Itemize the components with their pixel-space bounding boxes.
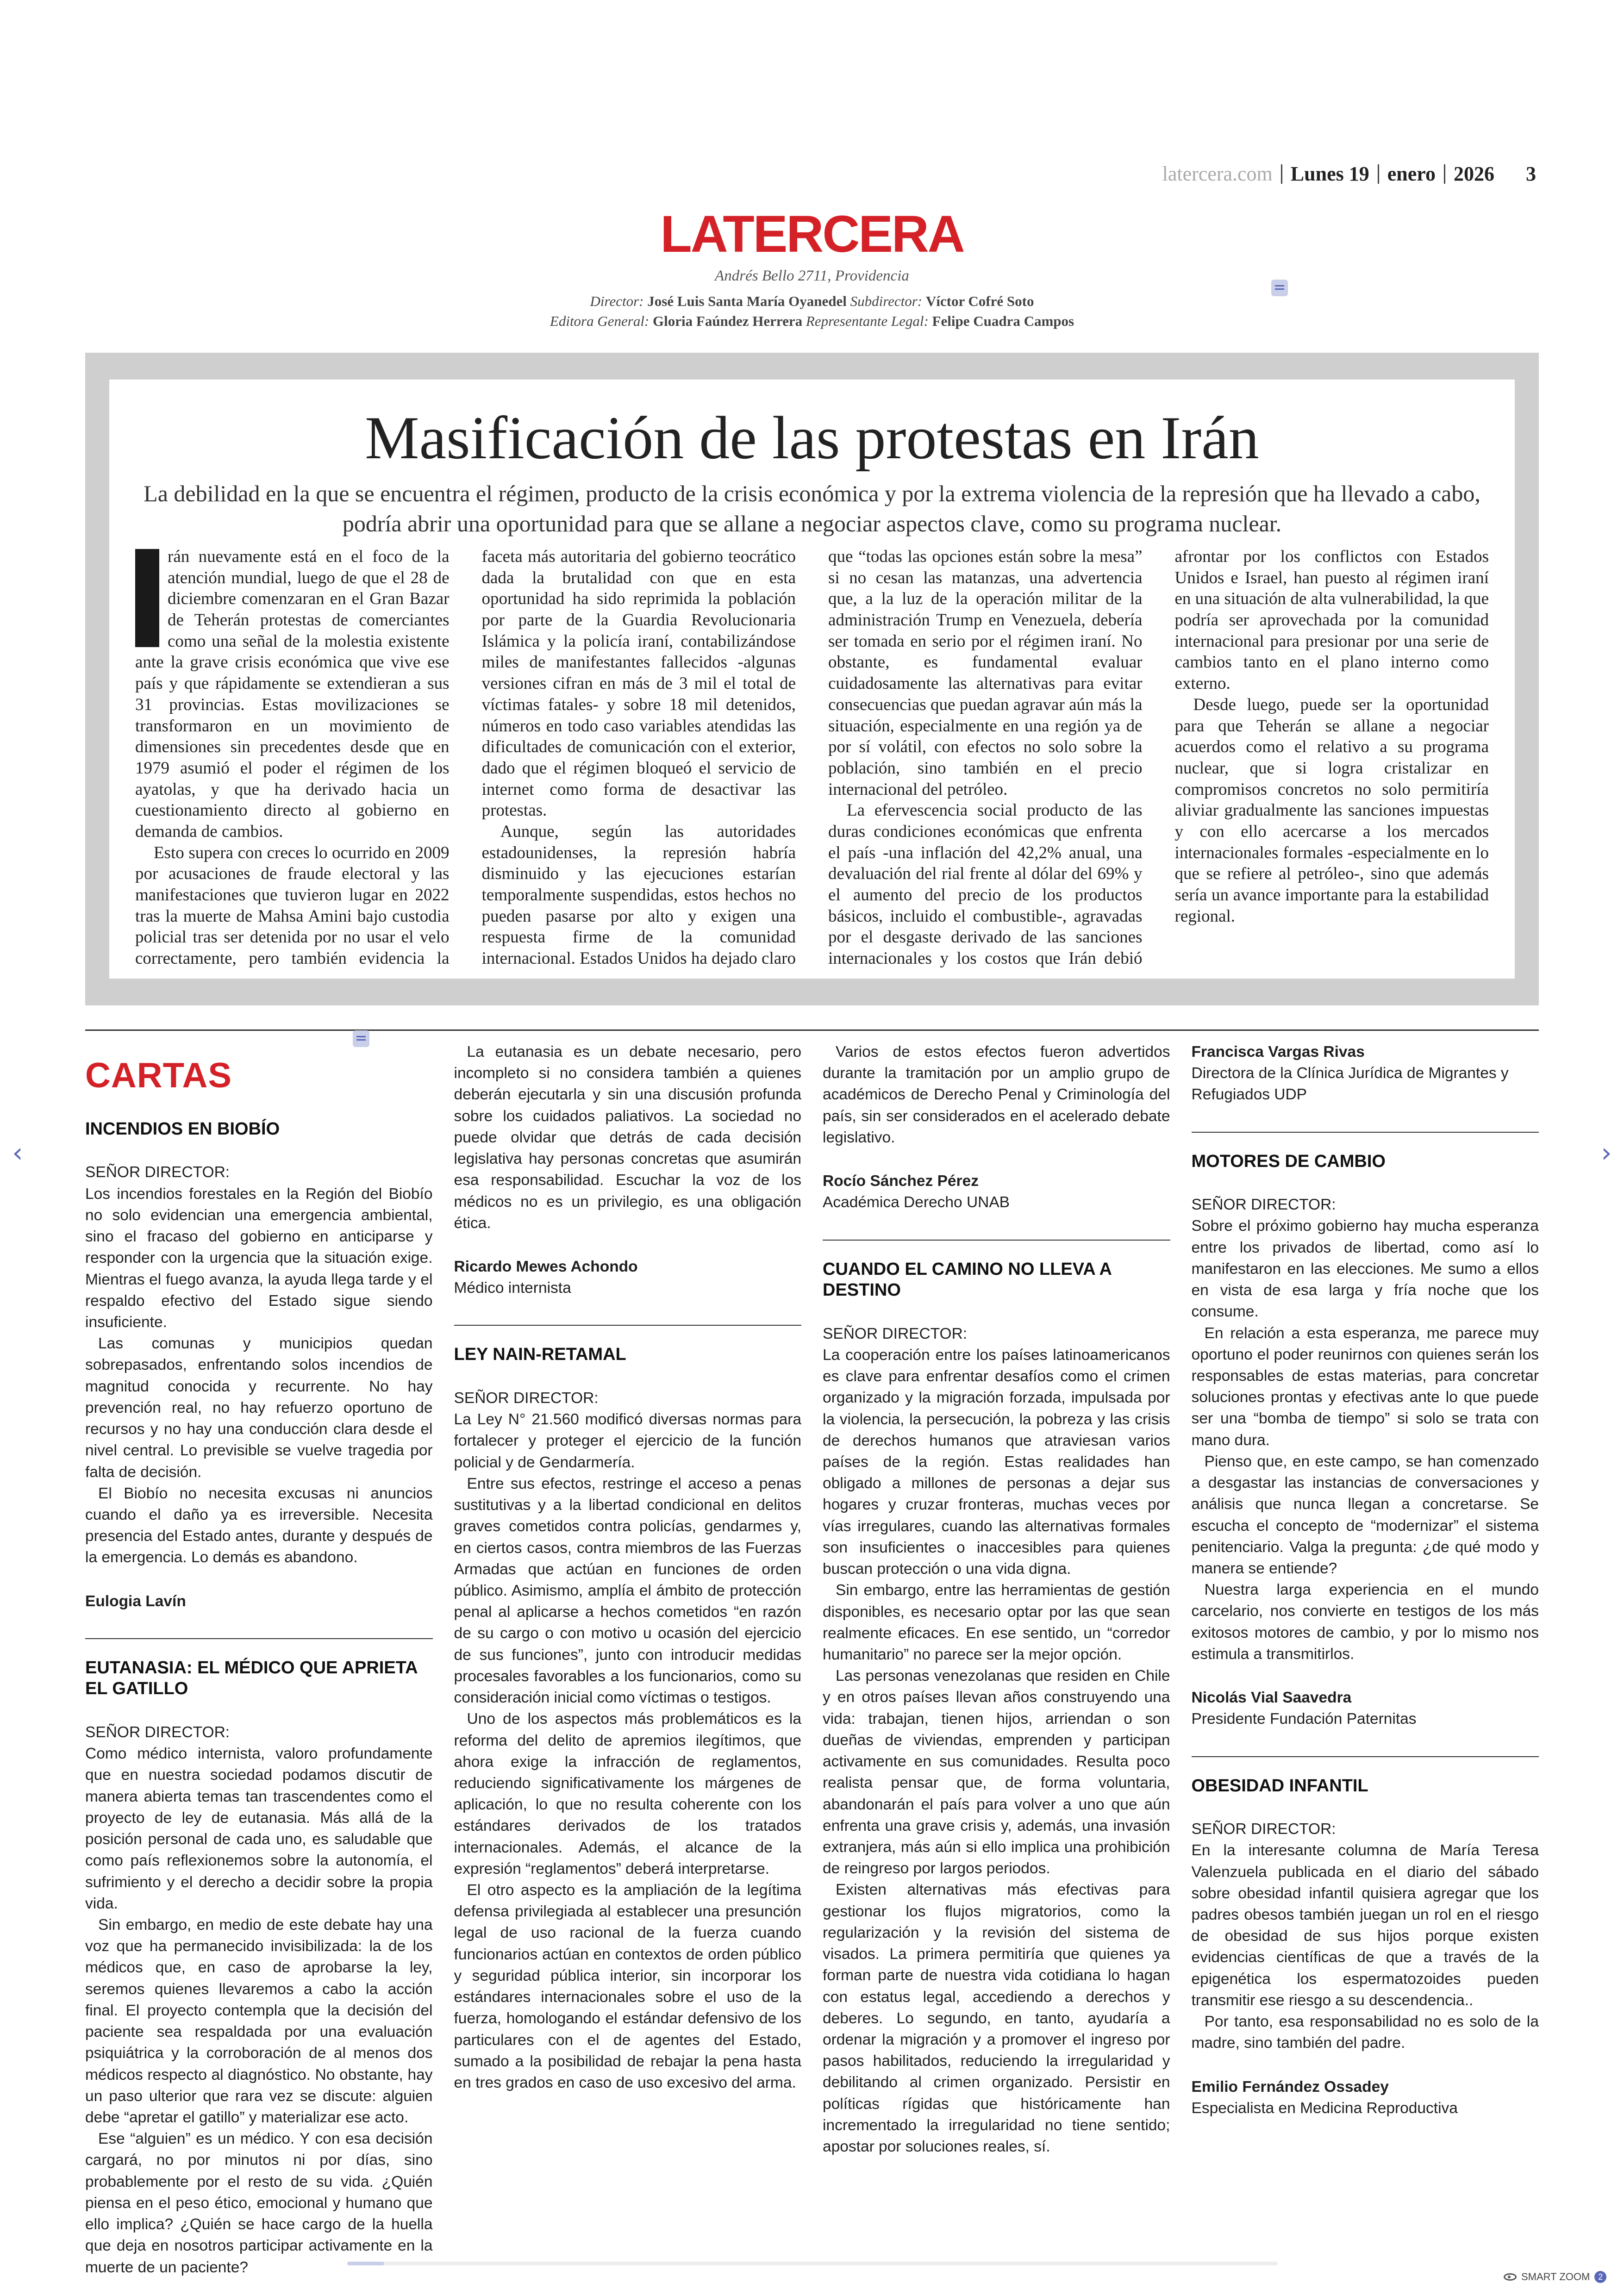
letter-salutation: SEÑOR DIRECTOR:	[85, 1724, 230, 1741]
representante-name: Felipe Cuadra Campos	[932, 313, 1074, 330]
page-header-meta	[1162, 162, 1536, 186]
letter-paragraph: Uno de los aspectos más problemáticos es la reforma del delito de apremios ilegítimos, que ahora exige la infracción de reglamentos, reduciendo significativamente los márgenes de aplicación, lo que no resulta coherente con los estándares derivados de los tratados internacionales. Además, el alcance de la expresión “reglamentos” deberá interpretarse.	[454, 1710, 801, 1877]
letter-paragraph: Entre sus efectos, restringe el acceso a penas sustitutivas y a la libertad condicional en delitos graves cometidos contra policías, gendarmes y, en ciertos casos, contra miembros de las Fuerzas Armadas que actúan en funciones de orden público. Asimismo, amplía el ámbito de protección penal al aplicarse a hechos cometidos “en razón de su cargo o con motivo u ocasión del ejercicio de sus funciones”, junto con introducir medidas procesales favorables a los funcionarios, como su consideración inicial como víctimas o testigos.	[454, 1475, 801, 1707]
letter-divider	[1192, 1132, 1539, 1133]
cartas-column-3	[823, 1041, 1170, 2278]
letter-paragraph: Existen alternativas más efectivas para gestionar los flujos migratorios, como la regularización y la revisión del sistema de visados. La primera permitiría que quienes ya forman parte de nuestra vida cotidiana lo hagan con estatus legal, accediendo a derechos y deberes. Lo segundo, en tanto, ayudaría a ordenar la migración y a promover el ingreso por pasos habilitados, reduciendo la irregularidad y debilitando al crimen organizado. Persistir en políticas rígidas que históricamente han incrementado la irregularidad no tiene sentido; apostar por soluciones reales, sí.	[823, 1881, 1170, 2156]
editora-label: Editora General:	[550, 313, 650, 330]
letter-paragraph: Pienso que, en este campo, se han comenzado a desgastar las instancias de conversaciones y análisis que nunca llegan a concretarse. Se escucha el concepto de “modernizar” el sistema penitenciario. Valga la pregunta: ¿de qué modo y manera se entiende?	[1191, 1453, 1539, 1577]
letter-paragraph: La eutanasia es un debate necesario, pero incompleto si no considera también a quienes deberán ejecutarla y sin una discusión profunda sobre los cuidados paliativos. La sociedad no puede olvidar que detrás de cada decisión legislativa hay personas concretas que asumirán esa responsabilidad. Escuchar la voz de los médicos no es un privilegio, es una obligación ética.	[454, 1043, 801, 1232]
editorial-paragraph: La efervescencia social producto de las duras condiciones económicas que enfrenta el país -una inflación del 42,2% anual, una devaluación del rial frente al dólar del 69% y el aumento del precio de los productos básicos, incluido el combustible-, agravadas por el desgaste derivado de las sanciones internacionales y los costos que Irán debió afrontar por los conflictos con Estados Unidos e Israel, han puesto al régimen iraní en una situación de alta vulnerabilidad, la que podría ser aprovechada por la comunidad internacional para presionar por una serie de cambios tanto en el plano interno como externo.	[828, 547, 1489, 968]
subdirector-name: Víctor Cofré Soto	[925, 293, 1034, 309]
scrollbar-thumb[interactable]	[347, 2262, 384, 2265]
cartas-title: CARTAS	[85, 1056, 232, 1095]
eye-icon	[1504, 2273, 1517, 2281]
letter-signature: Emilio Fernández Ossadey	[1191, 2078, 1389, 2095]
cartas-column-2	[454, 1041, 802, 2278]
letter-paragraph: Los incendios forestales en la Región del Biobío no solo evidencian una emergencia ambiental, sino el fracaso del gobierno en anticiparse y responder con la urgencia que la situación exige. Mientras el fuego avanza, la ayuda llega tarde y el respaldo efectivo del Estado sigue siendo insuficiente.	[85, 1185, 433, 1331]
letter-signature: Francisca Vargas Rivas	[1191, 1043, 1365, 1060]
editorial-box	[109, 380, 1515, 979]
letter-divider	[454, 1325, 802, 1326]
letter-paragraph: En la interesante columna de María Teresa Valenzuela publicada en el diario del sábado sobre obesidad infantil quisiera agregar que los padres obesos también juegan un rol en el riesgo de obesidad de sus hijos porque existen evidencias científicas de que a través de la epigenética los espermatozoides pueden transmitir ese riesgo a su descendencia..	[1191, 1842, 1539, 2009]
letter-heading: EUTANASIA: EL MÉDICO QUE APRIETA EL GATILLO	[85, 1658, 418, 1699]
letter-salutation: SEÑOR DIRECTOR:	[823, 1325, 968, 1342]
letter-heading: INCENDIOS EN BIOBÍO	[85, 1119, 280, 1139]
letter-obesidad-infantil	[1192, 1776, 1539, 2119]
editorial-paragraph: Aunque, según las autoridades estadounidenses, la represión habría disminuido y las ejecuciones estarían temporalmente suspendidas, estos hechos no pueden pasarse por alto y exigen una respuesta firme de la comunidad internacional. Estados Unidos ha dejado claro que “todas las opciones están sobre la mesa” si no cesan las matanzas, una advertencia que, a la luz de la operación militar de la administración Trump en Venezuela, debería ser tomada en serio por el régimen iraní. No obstante, es fundamental evaluar cuidadosamente las alternativas para evitar consecuencias que puedan agravar aún más la situación, especialmente en una región ya de por sí volátil, con efectos no solo sobre la población, sino también en el precio internacional del petróleo.	[481, 547, 1143, 968]
letter-signature: Nicolás Vial Saavedra	[1191, 1689, 1352, 1707]
cartas-section	[85, 1041, 1539, 2278]
letter-paragraph: Ese “alguien” es un médico. Y con esa decisión cargará, no por minutos ni por días, sino probablemente por el resto de su vida. ¿Quién piensa en el peso ético, emocional y humano que ello implica? ¿Quién se hace cargo de la huella que deja en nosotros participar activamente en la muerte de un paciente?	[85, 2130, 433, 2276]
letter-role: Académica Derecho UNAB	[823, 1194, 1010, 1211]
letter-heading: MOTORES DE CAMBIO	[1191, 1151, 1386, 1171]
letter-heading: CUANDO EL CAMINO NO LLEVA A DESTINO	[823, 1259, 1112, 1300]
letter-paragraph: El Biobío no necesita excusas ni anuncios cuando el daño ya es irreversible. Necesita presencia del Estado antes, durante y después de la emergencia. Lo demás es abandono.	[85, 1484, 433, 1566]
cartas-column-4	[1192, 1041, 1539, 2278]
letter-salutation: SEÑOR DIRECTOR:	[454, 1390, 599, 1407]
letter-signature: Rocío Sánchez Pérez	[823, 1172, 979, 1190]
page-number: 3	[1526, 162, 1536, 185]
director-name: José Luis Santa María Oyanedel	[647, 293, 847, 309]
staff-credits	[0, 291, 1624, 331]
annotation-note-icon[interactable]	[1271, 280, 1288, 296]
site-name[interactable]: latercera.com	[1162, 162, 1273, 185]
letter-heading: LEY NAIN-RETAMAL	[454, 1345, 626, 1365]
editorial-paragraph: Esto supera con creces lo ocurrido en 2009 por acusaciones de fraude electoral y las manifestaciones que tuvieron lugar en 2022 tras la muerte de Mahsa Amini bajo custodia policial tras ser detenida por no usar el velo correctamente, pero también evidencia la faceta más autoritaria del gobierno teocrático dada la brutalidad con que en esta oportunidad ha sido reprimida la población por parte de la Guardia Revolucionaria Islámica y la policía iraní, contabilizándose miles de manifestantes fallecidos -algunas versiones cifran en más de 3 mil el total de víctimas fatales- y sobre 18 mil detenidos, números en todo caso variables atendidas las dificultades de comunicación con el exterior, dado que el régimen bloqueó el servicio de internet como forma de desactivar las protestas.	[135, 547, 796, 968]
representante-label: Representante Legal:	[806, 313, 929, 330]
letter-paragraph: La cooperación entre los países latinoamericanos es clave para enfrentar desafíos como el crimen organizado y la migración forzada, impulsada por la violencia, la persecución, la pobreza y las crisis de derechos humanos que atraviesan varios países de la región. Estas realidades han obligado a millones de personas a dejar sus hogares y cruzar fronteras, muchas veces por vías irregulares, cuando las alternativas formales son insuficientes o inaccesibles para quienes buscan protección o una vida digna.	[823, 1346, 1170, 1578]
editorial-frame	[85, 353, 1539, 1005]
letter-camino-destino	[823, 1259, 1170, 2158]
letter-salutation: SEÑOR DIRECTOR:	[1191, 1821, 1336, 1838]
letter-paragraph: Sin embargo, entre las herramientas de gestión disponibles, es necesario optar por las que sean realmente eficaces. En ese sentido, un “corredor humanitario” no parece ser la mejor opción.	[823, 1582, 1170, 1663]
letter-paragraph: Como médico internista, valoro profundamente que en nuestra sociedad podamos discutir de manera abierta temas tan trascendentes como el proyecto de ley de eutanasia. Más allá de la posición personal de cada uno, es saludable que como país reflexionemos sobre la autonomía, el sufrimiento y el derecho a decidir sobre la propia vida.	[85, 1745, 433, 1912]
letter-paragraph: Las personas venezolanas que residen en Chile y en otros países llevan años construyendo una vida: trabajan, tienen hijos, arriendan o son dueñas de viviendas, emprenden y participan activamente en sus comunidades. Resulta poco realista pensar que, de forma voluntaria, abandonarán el país para volver a uno que aún enfrenta una grave crisis y, además, una invasión extranjera, más aún si ello implica una prohibición de reingreso por largos periodos.	[823, 1667, 1170, 1877]
letter-paragraph: Las comunas y municipios quedan sobrepasados, enfrentando solos incendios de magnitud conocida y recurrente. No hay prevención real, no hay refuerzo oportuno de recursos y no hay una conducción clara desde el nivel central. Lo previsible se vuelve tragedia por falta de decisión.	[85, 1335, 433, 1481]
cartas-column-1	[85, 1041, 433, 2278]
letter-ley-nain-retamal	[454, 1344, 802, 2094]
letter-heading: OBESIDAD INFANTIL	[1191, 1776, 1368, 1796]
smart-zoom-label: SMART ZOOM	[1521, 2271, 1590, 2283]
section-divider	[85, 1029, 1539, 1031]
letter-salutation: SEÑOR DIRECTOR:	[85, 1164, 230, 1181]
header-divider	[1378, 164, 1379, 184]
director-label: Director:	[590, 293, 644, 309]
newspaper-logo: LATERCERA	[660, 205, 964, 263]
letter-paragraph: La Ley N° 21.560 modificó diversas normas para fortalecer y proteger el ejercicio de la función policial y de Gendarmería.	[454, 1411, 801, 1471]
prev-page-arrow-icon[interactable]: ‹	[12, 1137, 23, 1168]
page-scrollbar[interactable]	[347, 2262, 1278, 2265]
next-page-arrow-icon[interactable]: ›	[1601, 1137, 1612, 1168]
header-year: 2026	[1454, 162, 1494, 185]
letter-role: Especialista en Medicina Reproductiva	[1191, 2099, 1458, 2117]
letter-role: Directora de la Clínica Jurídica de Migrantes y Refugiados UDP	[1191, 1065, 1509, 1104]
letter-paragraph: Varios de estos efectos fueron advertidos durante la tramitación por un amplio grupo de académicos de Derecho Penal y Criminología del país, sin ser considerados en el acelerado debate legislativo.	[823, 1043, 1170, 1146]
header-month: enero	[1387, 162, 1436, 185]
editora-name: Gloria Faúndez Herrera	[653, 313, 803, 330]
letter-salutation: SEÑOR DIRECTOR:	[1191, 1196, 1336, 1214]
letter-eutanasia	[85, 1658, 433, 2278]
letter-paragraph: En relación a esta esperanza, me parece muy oportuno el poder reunirnos con quienes serán los responsables de estas materias, para concretar soluciones prontas y efectivas ante lo que puede ser una “bomba de tiempo” si solo se trata con mano dura.	[1191, 1324, 1539, 1449]
header-day: Lunes 19	[1290, 162, 1369, 185]
editorial-body	[135, 546, 1489, 972]
editorial-paragraph: Desde luego, puede ser la oportunidad para que Teherán se allane a negociar acuerdos como el relativo a su programa nuclear, que si logra cristalizar en compromisos concretos no solo permitiría aliviar gradualmente las sanciones impuestas y con ello acercarse a los mercados internacionales formales -especialmente en lo que se refiere al petróleo-, sino que además sería un avance importante para la estabilidad regional.	[1174, 695, 1489, 926]
header-divider	[1281, 164, 1282, 184]
letter-paragraph: Nuestra larga experiencia en el mundo carcelario, nos convierte en testigos de los más exitosos motores de cambio, y por lo mismo nos estimula a transmitirlos.	[1191, 1581, 1539, 1663]
letter-paragraph: Sin embargo, en medio de este debate hay una voz que ha permanecido invisibilizada: la de los médicos que, en caso de aprobarse la ley, seremos quienes llevaremos a cabo la acción final. El proyecto contempla que la decisión del paciente sea respaldada por una evaluación psiquiátrica y la corroboración de al menos dos médicos respecto al diagnóstico. No obstante, hay un paso ulterior que rara vez se discute: alguien debe “apretar el gatillo” y materializar ese acto.	[85, 1916, 433, 2126]
letter-role: Médico internista	[454, 1279, 571, 1297]
drop-cap	[135, 549, 159, 647]
subdirector-label: Subdirector:	[850, 293, 923, 309]
editorial-paragraph: rán nuevamente está en el foco de la atención mundial, luego de que el 28 de diciembre comenzaran en el Gran Bazar de Teherán protestas de comerciantes como una señal de la molestia existente ante la grave crisis económica que vive ese país y que rápidamente se extendieran a sus 31 provincias. Estas movilizaciones se transformaron en un movimiento de dimensiones sin precedentes desde que en 1979 asumió el poder el régimen de los ayatolas, y que ha derivado hacia un cuestionamiento directo al gobierno en demanda de cambios.	[135, 547, 450, 841]
smart-zoom-control[interactable]	[1504, 2271, 1606, 2283]
masthead	[0, 205, 1624, 331]
letter-signature: Ricardo Mewes Achondo	[454, 1258, 638, 1275]
letter-paragraph: Por tanto, esa responsabilidad no es solo de la madre, sino también del padre.	[1191, 2013, 1539, 2052]
editorial-title: Masificación de las protestas en Irán	[365, 404, 1259, 472]
letter-role: Presidente Fundación Paternitas	[1191, 1710, 1417, 1728]
smart-zoom-count-badge: 2	[1594, 2271, 1606, 2283]
letter-divider	[1192, 1756, 1539, 1757]
letter-paragraph: Sobre el próximo gobierno hay mucha esperanza entre los privados de libertad, como así lo manifestaron en las elecciones. Me sumo a ellos en vista de esa larga y fría noche que los consume.	[1191, 1217, 1539, 1321]
letter-motores-cambio	[1192, 1151, 1539, 1730]
letter-divider	[823, 1240, 1170, 1241]
letter-divider	[85, 1638, 433, 1639]
letter-incendios	[85, 1119, 433, 1612]
header-divider	[1444, 164, 1445, 184]
letter-signature: Eulogia Lavín	[85, 1592, 186, 1610]
letter-paragraph: El otro aspecto es la ampliación de la legítima defensa privilegiada al establecer una presunción legal de uso racional de la fuerza cuando funcionarios actúan en contextos de orden público y seguridad pública interior, sin incorporar los estándares internacionales sobre el uso de la fuerza, homologando el estándar defensivo de los particulares con el de agentes del Estado, sumado a la posibilidad de rebajar la pena hasta en tres grados en caso de uso excesivo del arma.	[454, 1882, 801, 2091]
address: Andrés Bello 2711, Providencia	[715, 268, 909, 284]
editorial-lede: La debilidad en la que se encuentra el régimen, producto de la crisis económica y por la extrema violencia de la represión que ha llevado a cabo, podría abrir una oportunidad para que se allane a negociar aspectos clave, como su programa nuclear.	[144, 480, 1480, 536]
